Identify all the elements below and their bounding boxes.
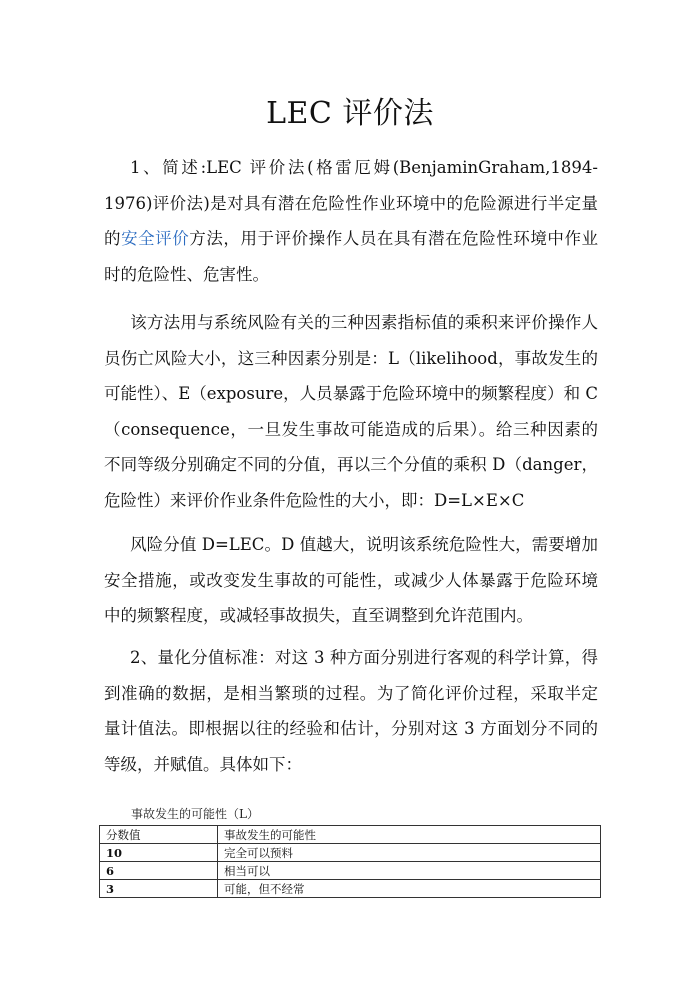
table-cell-description: 完全可以预料 [218,844,601,862]
table-cell-description: 可能，但不经常 [218,880,601,898]
table-caption: 事故发生的可能性（L） [131,807,259,821]
document-title: LEC 评价法 [266,96,434,131]
paragraph-risk-score [104,527,598,634]
paragraph-quantification [104,640,598,782]
safety-evaluation-link[interactable]: 安全评价 [121,229,190,248]
risk-score-text: 风险分值 D=LEC。D 值越大，说明该系统危险性大，需要增加安全措施，或改变发生事故的可能性，或减少人体暴露于危险环境中的频繁程度，或减轻事故损失，直至调整到允许范围内。 [104,535,598,625]
quantification-text: 2、量化分值标准：对这 3 种方面分别进行客观的科学计算，得到准确的数据，是相当繁琐的过程。为了简化评价过程，采取半定量计值法。即根据以往的经验和估计，分别对这 3 方面划分不同的等级，并赋值。具体如下： [104,648,598,774]
overview-text-prefix: 1、简述:LEC 评价法(格雷厄姆(BenjaminGraham,1894-1976)评价法)是对具有潜在危险性作业环境中的危险源进行半定量的 [104,158,598,248]
table-header-likelihood: 事故发生的可能性 [218,826,601,844]
table-row [100,880,601,898]
table-cell-score: 3 [100,880,218,898]
table-row [100,862,601,880]
overview-text-suffix: 方法，用于评价操作人员在具有潜在危险性环境中作业时的危险性、危害性。 [104,229,599,284]
table-header-score: 分数值 [100,826,218,844]
table-row [100,844,601,862]
table-header-row [100,826,601,844]
table-cell-score: 10 [100,844,218,862]
table-cell-description: 相当可以 [218,862,601,880]
paragraph-overview [104,150,598,292]
factors-text: 该方法用与系统风险有关的三种因素指标值的乘积来评价操作人员伤亡风险大小，这三种因素分别是：L（likelihood，事故发生的可能性）、E（exposure，人员暴露于危险环境中的频繁程度）和 C（consequence，一旦发生事故可能造成的后果）。给三种因素的不同等级分别确定不同的分值，再以三个分值的乘积 D（danger，危险性）来评价作业条件危险性的大小，即：D=L×E×C [104,313,598,510]
likelihood-table [99,825,601,898]
table-cell-score: 6 [100,862,218,880]
paragraph-factors [104,305,598,518]
